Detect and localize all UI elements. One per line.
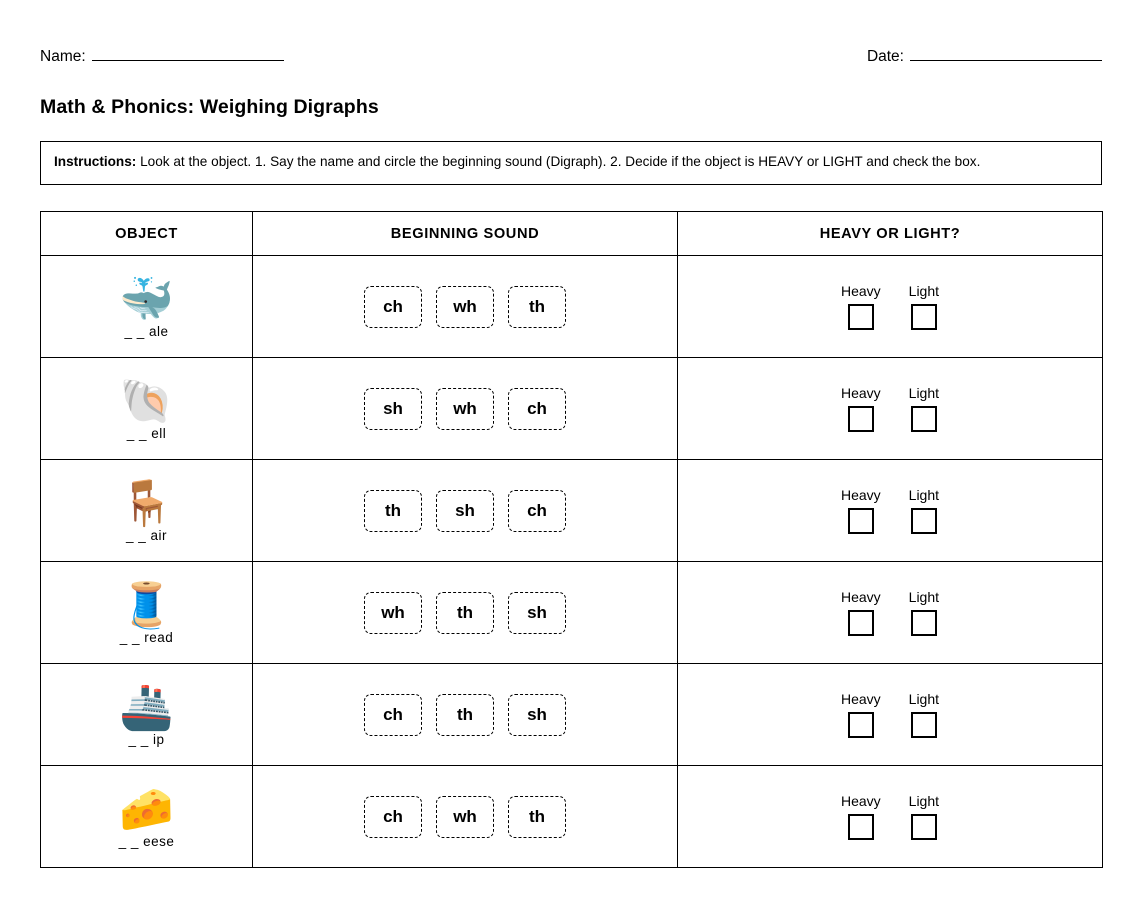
weight-option — [841, 793, 881, 840]
beginning-sound-cell — [253, 766, 678, 868]
date-label: Date: — [866, 48, 904, 65]
column-header-heavy-or-light: HEAVY OR LIGHT? — [678, 212, 1103, 256]
weight-option-label: Heavy — [840, 487, 881, 504]
digraph-options — [253, 796, 677, 838]
digraph-option[interactable]: sh — [508, 694, 566, 736]
digraph-option[interactable]: th — [508, 286, 566, 328]
weight-checkbox[interactable] — [848, 304, 874, 330]
weight-option — [841, 385, 881, 432]
page-title: Math & Phonics: Weighing Digraphs — [40, 96, 379, 118]
beginning-sound-cell — [253, 562, 678, 664]
digraph-option[interactable]: sh — [436, 490, 494, 532]
object-word: _ _ read — [119, 630, 174, 646]
table-header-row — [41, 212, 1103, 256]
weight-checkbox[interactable] — [911, 508, 937, 534]
object-word: _ _ ip — [128, 732, 165, 748]
beginning-sound-cell — [253, 358, 678, 460]
object-word: _ _ air — [125, 528, 168, 544]
object-word: _ _ ale — [124, 324, 169, 340]
digraph-option[interactable]: th — [436, 694, 494, 736]
table-row — [41, 664, 1103, 766]
object-word: _ _ ell — [126, 426, 167, 442]
digraph-options — [253, 388, 677, 430]
digraph-option[interactable]: ch — [364, 694, 422, 736]
digraph-options — [253, 694, 677, 736]
weight-checkbox[interactable] — [911, 814, 937, 840]
weight-option-label: Heavy — [840, 589, 881, 606]
cheese-icon: 🧀 — [119, 785, 174, 835]
object-cell — [41, 460, 253, 562]
heavy-or-light-cell — [678, 664, 1103, 766]
digraph-option[interactable]: th — [508, 796, 566, 838]
object-word: _ _ eese — [118, 834, 175, 850]
name-date-row — [40, 0, 1102, 66]
shell-icon: 🐚 — [119, 377, 174, 427]
name-label: Name: — [40, 48, 86, 65]
heavy-or-light-cell — [678, 562, 1103, 664]
weight-option-label: Light — [908, 487, 940, 504]
object-cell — [41, 664, 253, 766]
instructions-text: Look at the object. 1. Say the name and circle the beginning sound (Digraph). 2. Decide if the object is HEAVY or LIGHT and check the box. — [136, 154, 981, 169]
weight-option-label: Light — [908, 691, 940, 708]
heavy-or-light-cell — [678, 256, 1103, 358]
weight-option — [909, 283, 939, 330]
weight-options — [678, 793, 1102, 840]
table-row — [41, 256, 1103, 358]
digraph-option[interactable]: th — [436, 592, 494, 634]
table-body — [41, 256, 1103, 868]
digraph-options — [253, 490, 677, 532]
weight-checkbox[interactable] — [848, 610, 874, 636]
weight-option — [841, 589, 881, 636]
date-field[interactable] — [867, 47, 1102, 66]
beginning-sound-cell — [253, 256, 678, 358]
beginning-sound-cell — [253, 664, 678, 766]
digraph-option[interactable]: sh — [508, 592, 566, 634]
digraph-options — [253, 286, 677, 328]
weight-checkbox[interactable] — [848, 406, 874, 432]
weight-options — [678, 691, 1102, 738]
weight-option-label: Light — [908, 793, 940, 810]
weight-options — [678, 385, 1102, 432]
name-writing-line[interactable] — [92, 47, 284, 61]
weight-checkbox[interactable] — [911, 610, 937, 636]
digraph-option[interactable]: sh — [364, 388, 422, 430]
table-row — [41, 766, 1103, 868]
object-cell — [41, 766, 253, 868]
heavy-or-light-cell — [678, 766, 1103, 868]
instructions-label: Instructions: — [54, 154, 137, 169]
object-cell — [41, 256, 253, 358]
weight-option — [909, 385, 939, 432]
digraph-option[interactable]: wh — [436, 388, 494, 430]
weight-checkbox[interactable] — [848, 814, 874, 840]
table-header — [41, 212, 1103, 256]
digraph-option[interactable]: th — [364, 490, 422, 532]
weight-checkbox[interactable] — [911, 712, 937, 738]
digraph-option[interactable]: ch — [364, 796, 422, 838]
weight-option-label: Heavy — [840, 283, 881, 300]
column-header-object: OBJECT — [41, 212, 253, 256]
weight-options — [678, 283, 1102, 330]
weight-option-label: Light — [908, 589, 940, 606]
instructions-box — [40, 141, 1102, 185]
weight-option — [909, 793, 939, 840]
table-row — [41, 460, 1103, 562]
weight-option-label: Light — [908, 385, 940, 402]
table-row — [41, 358, 1103, 460]
weight-option — [841, 691, 881, 738]
date-writing-line[interactable] — [910, 47, 1102, 61]
heavy-or-light-cell — [678, 460, 1103, 562]
digraph-option[interactable]: wh — [436, 796, 494, 838]
weight-option — [909, 487, 939, 534]
digraph-option[interactable]: wh — [364, 592, 422, 634]
weight-checkbox[interactable] — [848, 712, 874, 738]
weight-checkbox[interactable] — [911, 406, 937, 432]
thread-icon: 🧵 — [119, 581, 174, 631]
digraph-options — [253, 592, 677, 634]
ship-icon: 🚢 — [119, 683, 174, 733]
digraph-option[interactable]: ch — [364, 286, 422, 328]
weight-option — [909, 691, 939, 738]
chair-icon: 🪑 — [119, 479, 174, 529]
weight-option-label: Heavy — [840, 385, 881, 402]
weight-options — [678, 487, 1102, 534]
weight-option — [909, 589, 939, 636]
weight-option-label: Light — [908, 283, 940, 300]
weight-option — [841, 487, 881, 534]
digraph-option[interactable]: wh — [436, 286, 494, 328]
worksheet-table — [40, 211, 1103, 868]
weight-checkbox[interactable] — [848, 508, 874, 534]
weight-options — [678, 589, 1102, 636]
object-cell — [41, 562, 253, 664]
digraph-option[interactable]: ch — [508, 490, 566, 532]
weight-option-label: Heavy — [840, 793, 881, 810]
table-row — [41, 562, 1103, 664]
beginning-sound-cell — [253, 460, 678, 562]
name-field[interactable] — [40, 47, 284, 66]
column-header-beginning-sound: BEGINNING SOUND — [253, 212, 678, 256]
whale-icon: 🐳 — [119, 275, 174, 325]
heavy-or-light-cell — [678, 358, 1103, 460]
digraph-option[interactable]: ch — [508, 388, 566, 430]
object-cell — [41, 358, 253, 460]
weight-option-label: Heavy — [840, 691, 881, 708]
weight-option — [841, 283, 881, 330]
weight-checkbox[interactable] — [911, 304, 937, 330]
